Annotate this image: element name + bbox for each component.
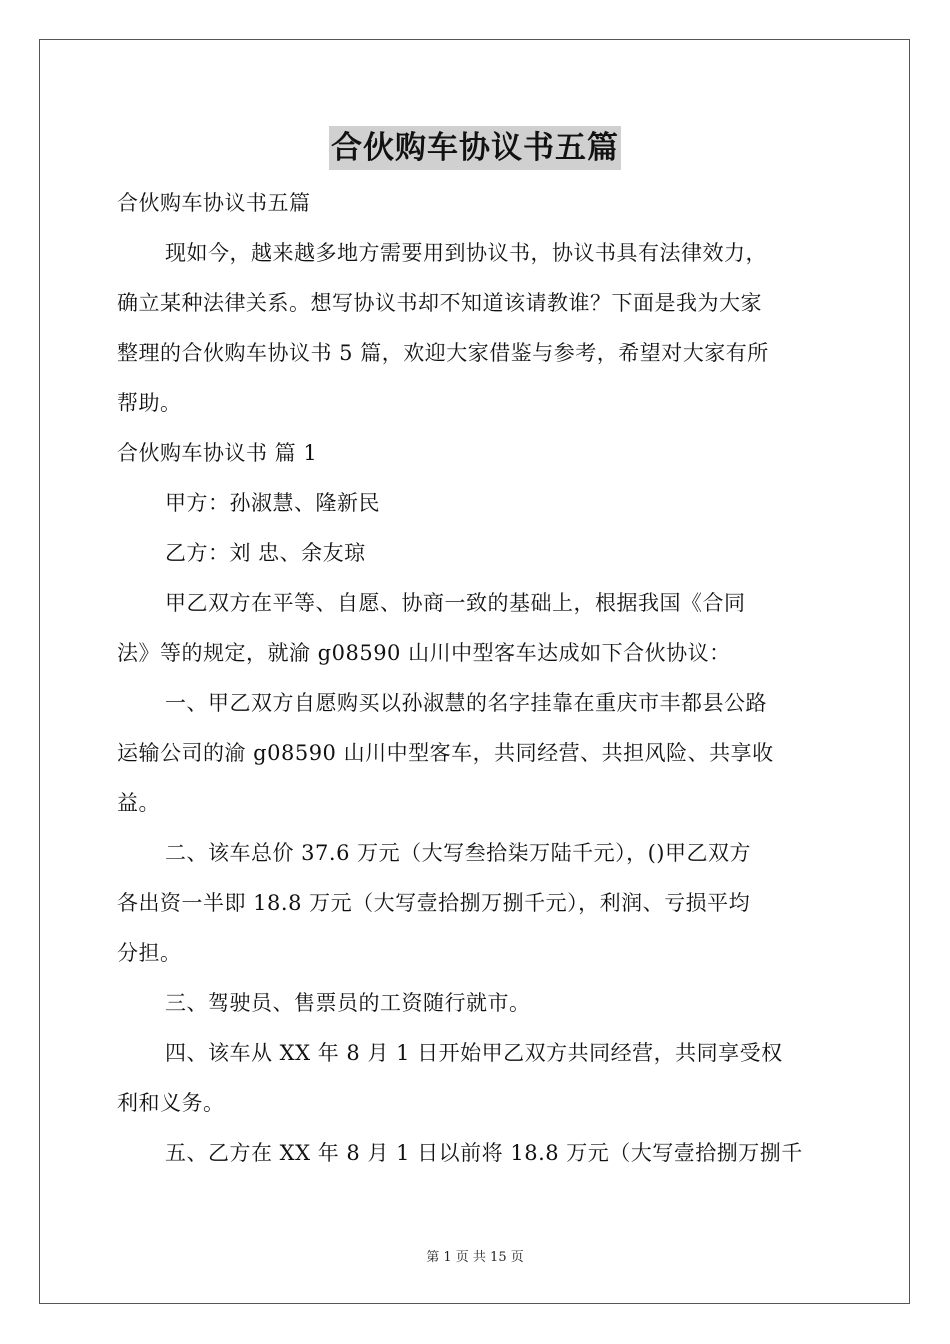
text-line: 五、乙方在 XX 年 8 月 1 日以前将 18.8 万元（大写壹拾捌万捌千 (165, 1141, 803, 1165)
text-line: 四、该车从 XX 年 8 月 1 日开始甲乙双方共同经营，共同享受权 (165, 1041, 783, 1065)
text-line: 三、驾驶员、售票员的工资随行就市。 (165, 991, 531, 1015)
text-line: 确立某种法律关系。想写协议书却不知道该请教谁？下面是我为大家 (117, 291, 762, 315)
text-line: 帮助。 (117, 391, 182, 415)
text-line: 益。 (117, 791, 160, 815)
text-line: 现如今，越来越多地方需要用到协议书，协议书具有法律效力， (165, 241, 767, 265)
text-line: 一、甲乙双方自愿购买以孙淑慧的名字挂靠在重庆市丰都县公路 (165, 691, 767, 715)
text-line: 甲乙双方在平等、自愿、协商一致的基础上，根据我国《合同 (165, 591, 746, 615)
text-line: 二、该车总价 37.6 万元（大写叁拾柒万陆千元），()甲乙双方 (165, 841, 751, 865)
document-body (117, 178, 833, 1178)
page-footer: 第 1 页 共 15 页 (426, 1250, 524, 1265)
title-container (0, 126, 950, 170)
text-line: 分担。 (117, 941, 182, 965)
text-line: 甲方：孙淑慧、隆新民 (165, 491, 380, 515)
text-line: 乙方：刘 忠、余友琼 (165, 541, 366, 565)
text-line: 合伙购车协议书 篇 1 (117, 441, 318, 465)
text-line: 利和义务。 (117, 1091, 225, 1115)
text-line: 合伙购车协议书五篇 (117, 191, 311, 215)
text-line: 法》等的规定，就渝 g08590 山川中型客车达成如下合伙协议： (117, 641, 731, 665)
document-title: 合伙购车协议书五篇 (329, 126, 621, 170)
text-line: 整理的合伙购车协议书 5 篇，欢迎大家借鉴与参考，希望对大家有所 (117, 341, 769, 365)
text-line: 各出资一半即 18.8 万元（大写壹拾捌万捌千元），利润、亏损平均 (117, 891, 751, 915)
text-line: 运输公司的渝 g08590 山川中型客车，共同经营、共担风险、共享收 (117, 741, 774, 765)
